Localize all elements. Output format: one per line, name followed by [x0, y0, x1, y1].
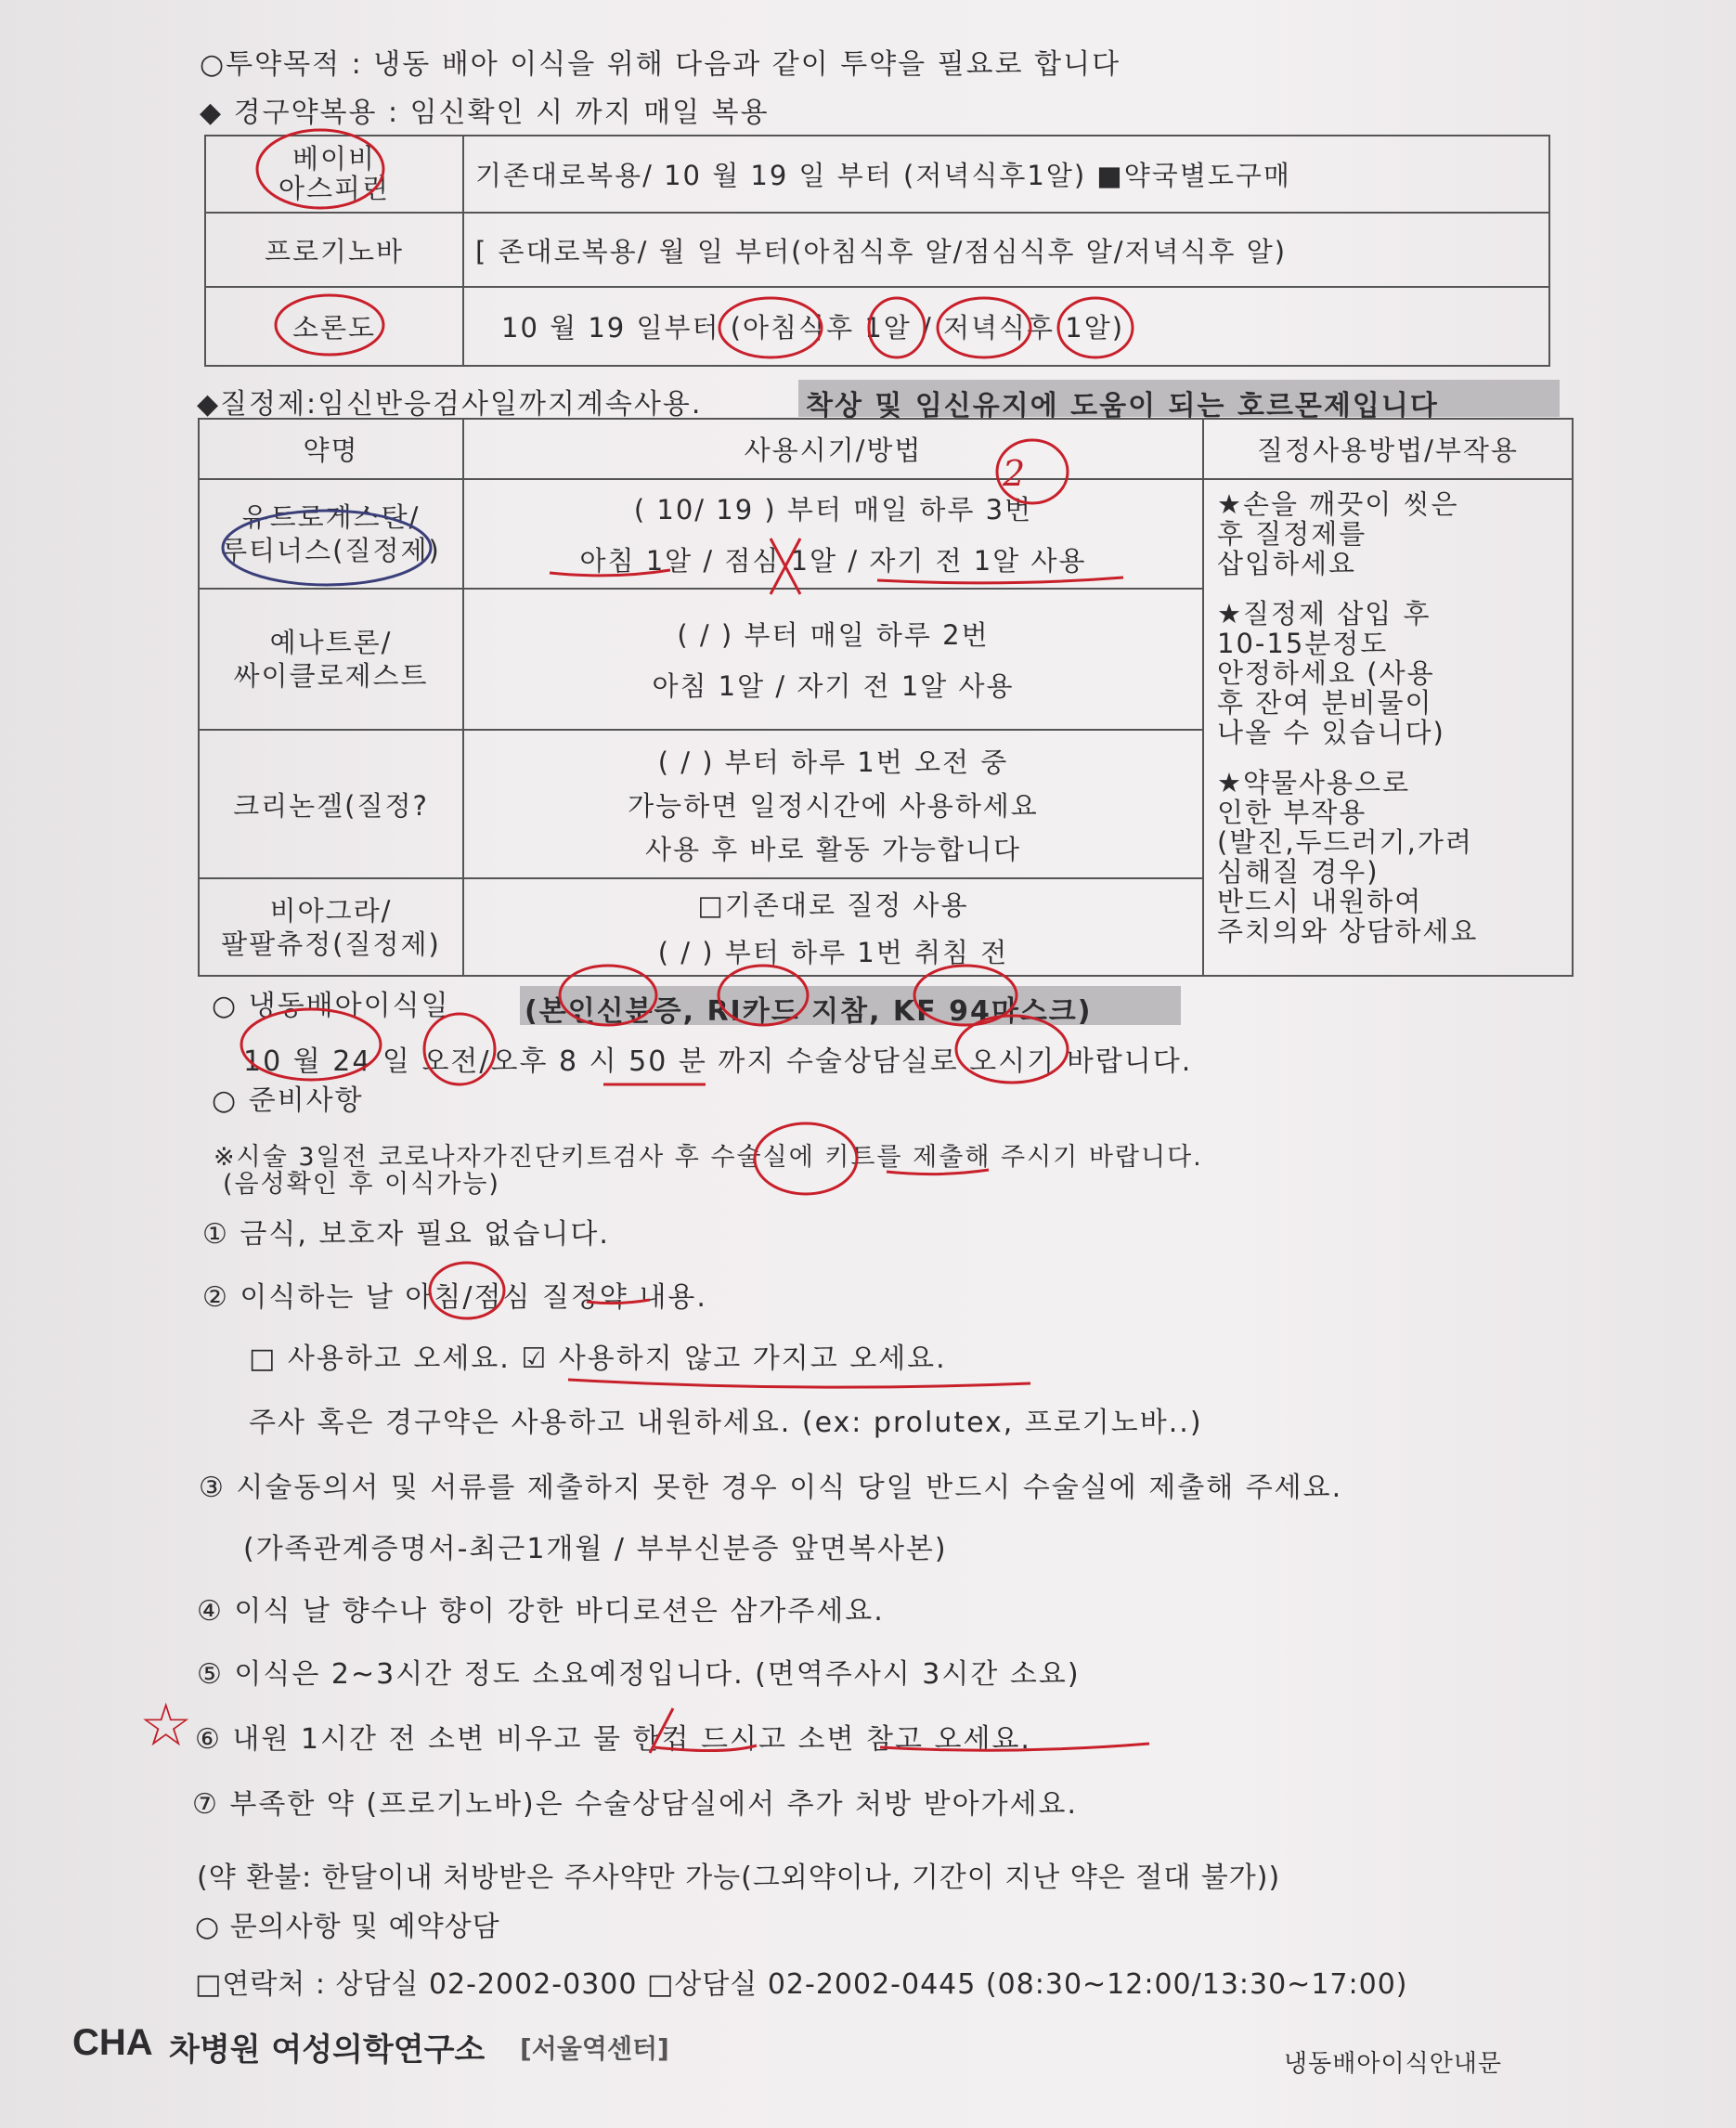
oral-instruction-line: ◆ 경구약복용 : 임신확인 시 까지 매일 복용 [200, 97, 770, 129]
prep-covid-line2: (음성확인 후 이식가능) [223, 1170, 500, 1199]
vaginal-row-crinone-gel-name: 크리논겔(질정? [199, 730, 463, 878]
oral-name-solondo: 소론도 [205, 287, 463, 366]
prep-item-5: ⑤ 이식은 2~3시간 정도 소요예정입니다. (면역주사시 3시간 소요) [197, 1658, 1081, 1691]
transfer-day-label: ○ 냉동배아이식일 [212, 990, 450, 1022]
vaginal-title: ◆질정제:임신반응검사일까지계속사용. [197, 388, 703, 421]
prep-item-6: ⑥ 내원 1시간 전 소변 비우고 물 한컵 드시고 소변 참고 오세요. [195, 1723, 1031, 1756]
prep-item-2-note: 주사 혹은 경구약은 사용하고 내원하세요. (ex: prolutex, 프로기노바..) [249, 1407, 1203, 1439]
transfer-bring-items: (본인신분증, RI카드 지참, KF 94마스크) [525, 995, 1093, 1028]
handwritten-star: ☆ [139, 1692, 193, 1760]
prep-item-3-note: (가족관계증명서-최근1개월 / 부부신분증 앞면복사본) [243, 1533, 948, 1565]
handwritten-two: 2 [1003, 453, 1026, 494]
vaginal-row-crinone-method: ( / ) 부터 매일 하루 2번 아침 1알 / 자기 전 1알 사용 [463, 589, 1203, 730]
prep-item-2: ② 이식하는 날 아침/점심 질정약 내용. [202, 1281, 707, 1314]
contact-line: □연락처 : 상담실 02-2002-0300 □상담실 02-2002-0445 (08:30~12:00/13:30~17:00) [195, 1968, 1408, 2001]
inquiry-label: ○ 문의사항 및 예약상담 [195, 1911, 500, 1943]
vaginal-note: 착상 및 임신유지에 도움이 되는 호르몬제입니다 [806, 390, 1439, 422]
oral-detail-solondo: 10 월 19 일부터 (아침식후 1알 / 저녁식후 1알) [463, 287, 1549, 366]
cha-logo: CHA [72, 2022, 153, 2063]
prep-item-2-options: □ 사용하고 오세요. ☑ 사용하지 않고 가지고 오세요. [249, 1343, 947, 1375]
vaginal-row-utrogestan-name: 유트로게스탄/ 루티너스(질정제) [199, 479, 463, 589]
prep-item-7: ⑦ 부족한 약 (프로기노바)은 수술상담실에서 추가 처방 받아가세요. [192, 1788, 1079, 1821]
vaginal-row-crinone-name: 예나트론/ 싸이클로제스트 [199, 589, 463, 730]
vaginal-row-viagra-name: 비아그라/ 팔팔츄정(질정제) [199, 878, 463, 976]
vaginal-row-utrogestan-method: ( 10/ 19 ) 부터 매일 하루 3번 아침 1알 / 점심 1알 / 자기 전 1알 사용 [463, 479, 1203, 589]
vaginal-header-method: 사용시기/방법 [463, 419, 1203, 479]
vaginal-header-name: 약명 [199, 419, 463, 479]
vaginal-row-crinone-gel-method: ( / ) 부터 하루 1번 오전 중 가능하면 일정시간에 사용하세요 사용 후 바로 활동 가능합니다 [463, 730, 1203, 878]
transfer-time-line: 10 월 24 일 오전/오후 8 시 50 분 까지 수술상담실로 오시기 바랍니다. [243, 1045, 1193, 1078]
oral-name-progynova: 프로기노바 [205, 213, 463, 287]
vaginal-row-viagra-method: □기존대로 질정 사용 ( / ) 부터 하루 1번 취침 전 [463, 878, 1203, 976]
vaginal-medication-table [198, 418, 1574, 977]
prep-item-1: ① 금식, 보호자 필요 없습니다. [202, 1218, 610, 1251]
oral-name-aspirin: 베이비 아스피린 [205, 136, 463, 213]
prep-label: ○ 준비사항 [212, 1084, 364, 1117]
oral-detail-progynova: [ 존대로복용/ 월 일 부터(아침식후 알/점심식후 알/저녁식후 알) [463, 213, 1549, 287]
refund-note: (약 환불: 한달이내 처방받은 주사약만 가능(그외약이나, 기간이 지난 약은 절대 불가)) [197, 1862, 1281, 1894]
center-name: [서울역센터] [520, 2033, 669, 2064]
hospital-name: 차병원 여성의학연구소 [169, 2031, 486, 2069]
prep-item-4: ④ 이식 날 향수나 향이 강한 바디로션은 삼가주세요. [197, 1595, 885, 1628]
prep-covid-line1: ※시술 3일전 코로나자가진단키트검사 후 수술실에 키트를 제출해 주시기 바랍니다. [214, 1143, 1203, 1172]
oral-detail-aspirin: 기존대로복용/ 10 월 19 일 부터 (저녁식후1알) ■약국별도구매 [463, 136, 1549, 213]
vaginal-header-side: 질정사용방법/부작용 [1203, 419, 1573, 479]
vaginal-side-effects: ★손을 깨끗이 씻은 후 질정제를 삽입하세요 ★질정제 삽입 후 10-15분정도 안정하세요 (사용 후 잔여 분비물이 나올 수 있습니다) ★약물사용으로 인한 부작용 (발진,두드러기,가려 심해질 경우) 반드시 내원하여 주치의와 상담하세요 [1203, 479, 1573, 976]
purpose-line: ○투약목적 : 냉동 배아 이식을 위해 다음과 같이 투약을 필요로 합니다 [200, 48, 1121, 81]
prep-item-3: ③ 시술동의서 및 서류를 제출하지 못한 경우 이식 당일 반드시 수술실에 제출해 주세요. [199, 1472, 1343, 1504]
document-name: 냉동배아이식안내문 [1284, 2050, 1503, 2078]
oral-medication-table [204, 135, 1550, 367]
